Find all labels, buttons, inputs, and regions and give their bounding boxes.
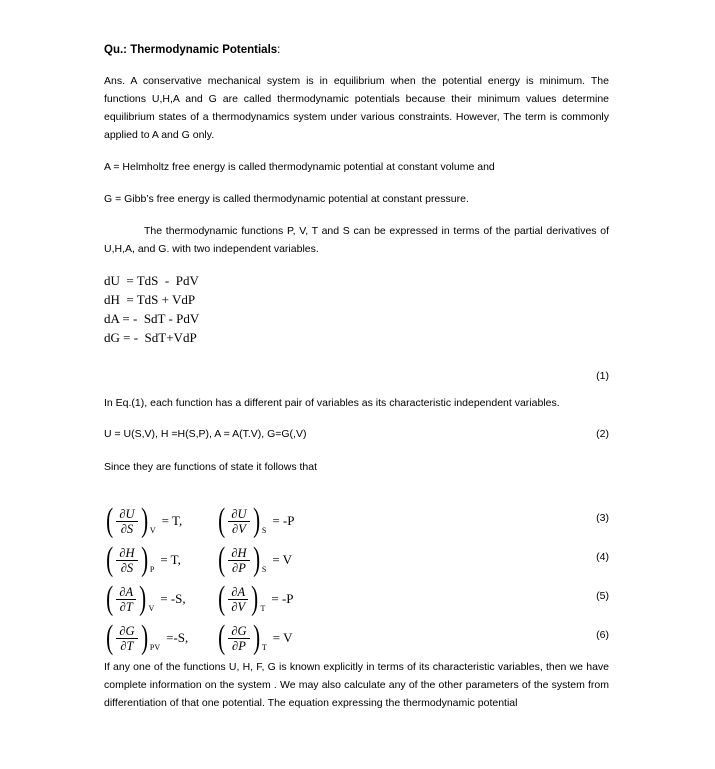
- subscript: T: [261, 642, 267, 652]
- derivative-A-V: [216, 580, 294, 619]
- equals-value: = -S,: [160, 591, 186, 607]
- fraction-dG-dT: [115, 624, 138, 653]
- derivative-row-5: [104, 580, 609, 619]
- numerator: ∂U: [116, 507, 137, 522]
- differential-equations-block: [104, 272, 609, 347]
- denominator: ∂P: [232, 560, 246, 575]
- equation-number-4: (4): [596, 550, 609, 563]
- subscript: S: [261, 525, 267, 535]
- left-paren: (: [218, 502, 226, 540]
- numerator: ∂G: [116, 624, 137, 639]
- equals-value: = -P: [272, 513, 295, 529]
- right-paren: ): [139, 580, 147, 618]
- subscript: T: [260, 603, 266, 613]
- subscript: PV: [149, 642, 161, 652]
- right-paren: ): [252, 619, 260, 657]
- right-paren: ): [251, 580, 259, 618]
- numerator: ∂G: [228, 624, 249, 639]
- numerator: ∂A: [116, 585, 136, 600]
- subscript: V: [148, 603, 155, 613]
- characteristic-variables-text: U = U(S,V), H =H(S,P), A = A(T.V), G=G(,V): [104, 427, 307, 440]
- denominator: ∂T: [119, 599, 133, 614]
- equals-value: = V: [272, 552, 293, 568]
- paragraph-helmholtz: A = Helmholtz free energy is called thermodynamic potential at constant volume and: [104, 161, 495, 174]
- numerator: ∂H: [228, 546, 249, 561]
- equation-dG: dG = - SdT+VdP: [104, 330, 197, 345]
- denominator: ∂S: [120, 521, 134, 536]
- left-paren: (: [218, 541, 226, 579]
- right-paren: ): [140, 541, 148, 579]
- fraction-dA-dT: [115, 585, 137, 614]
- denominator: ∂T: [120, 638, 134, 653]
- characteristic-variables-line: [104, 426, 609, 444]
- derivative-H-S: [104, 541, 181, 580]
- subscript: P: [149, 564, 155, 574]
- paragraph-functions-intro-text: The thermodynamic functions P, V, T and S can be expressed in terms of the partial derivatives of U,H,A, and G. with two independent variables.: [104, 225, 609, 256]
- page-title-bold: Qu.: Thermodynamic Potentials: [104, 44, 278, 56]
- equation-dA: dA = - SdT - PdV: [104, 311, 200, 327]
- derivative-U-S: [104, 502, 182, 541]
- fraction-dA-dV: [227, 585, 249, 614]
- paragraph-eq1-note: In Eq.(1), each function has a different pair of variables as its characteristic independent variables.: [104, 396, 560, 409]
- numerator: ∂U: [228, 507, 249, 522]
- right-paren: ): [140, 619, 148, 657]
- equals-value: =-S,: [166, 630, 189, 646]
- paragraph-closing: If any one of the functions U, H, F, G is known explicitly in terms of its characteristic variables, then we have complete information on the system . We may also calculate any of the other parameters of the system from differentiation of that one potential. The equation expressing the thermodynamic potential: [104, 660, 609, 709]
- equals-value: = T,: [161, 513, 183, 529]
- subscript: V: [149, 525, 156, 535]
- left-paren: (: [218, 619, 226, 657]
- fraction-dH-dP: [227, 546, 250, 575]
- paragraph-functions-intro: [104, 222, 609, 258]
- equation-number-1: (1): [596, 369, 609, 382]
- subscript: S: [261, 564, 267, 574]
- derivative-G-T: [104, 619, 188, 658]
- numerator: ∂H: [116, 546, 137, 561]
- derivative-U-V: [216, 502, 294, 541]
- fraction-dU-dS: [115, 507, 138, 536]
- equals-value: = T,: [160, 552, 181, 568]
- page-title-suffix: :: [277, 44, 281, 56]
- equation-number-3: (3): [596, 511, 609, 524]
- right-paren: ): [252, 502, 260, 540]
- denominator: ∂V: [232, 521, 246, 536]
- fraction-dH-dS: [115, 546, 138, 575]
- equation-dU: dU = TdS - PdV: [104, 273, 199, 289]
- left-paren: (: [106, 619, 114, 657]
- derivative-H-P: [216, 541, 292, 580]
- right-paren: ): [252, 541, 260, 579]
- partial-derivatives-block: [104, 502, 609, 658]
- equation-number-2: (2): [596, 427, 609, 440]
- equation-dH: dH = TdS + VdP: [104, 292, 196, 308]
- derivative-row-3: [104, 502, 609, 541]
- derivative-A-T: [104, 580, 186, 619]
- right-paren: ): [140, 502, 148, 540]
- document-body: [104, 42, 609, 726]
- numerator: ∂A: [228, 585, 248, 600]
- denominator: ∂V: [231, 599, 246, 614]
- left-paren: (: [106, 580, 114, 618]
- fraction-dU-dV: [227, 507, 250, 536]
- left-paren: (: [106, 502, 114, 540]
- page-title: [104, 42, 609, 58]
- equals-value: = V: [272, 630, 293, 646]
- derivative-row-4: [104, 541, 609, 580]
- equation-number-6: (6): [596, 628, 609, 641]
- paragraph-answer: Ans. A conservative mechanical system is in equilibrium when the potential energy is minimum. The functions U,H,A and G are called thermodynamic potentials because their minimum values determine equilibrium states of a thermodynamics system under various constraints. However, The term is commonly applied to A and G only.: [104, 75, 609, 142]
- fraction-dG-dP: [227, 624, 250, 653]
- left-paren: (: [106, 541, 114, 579]
- denominator: ∂S: [120, 560, 134, 575]
- left-paren: (: [218, 580, 226, 618]
- paragraph-state-functions: Since they are functions of state it follows that: [104, 460, 318, 473]
- denominator: ∂P: [232, 638, 246, 653]
- equation-number-5: (5): [596, 589, 609, 602]
- derivative-row-6: [104, 619, 609, 658]
- paragraph-gibbs: G = Gibb’s free energy is called thermodynamic potential at constant pressure.: [104, 193, 469, 206]
- derivative-G-P: [216, 619, 293, 658]
- equals-value: = -P: [271, 591, 294, 607]
